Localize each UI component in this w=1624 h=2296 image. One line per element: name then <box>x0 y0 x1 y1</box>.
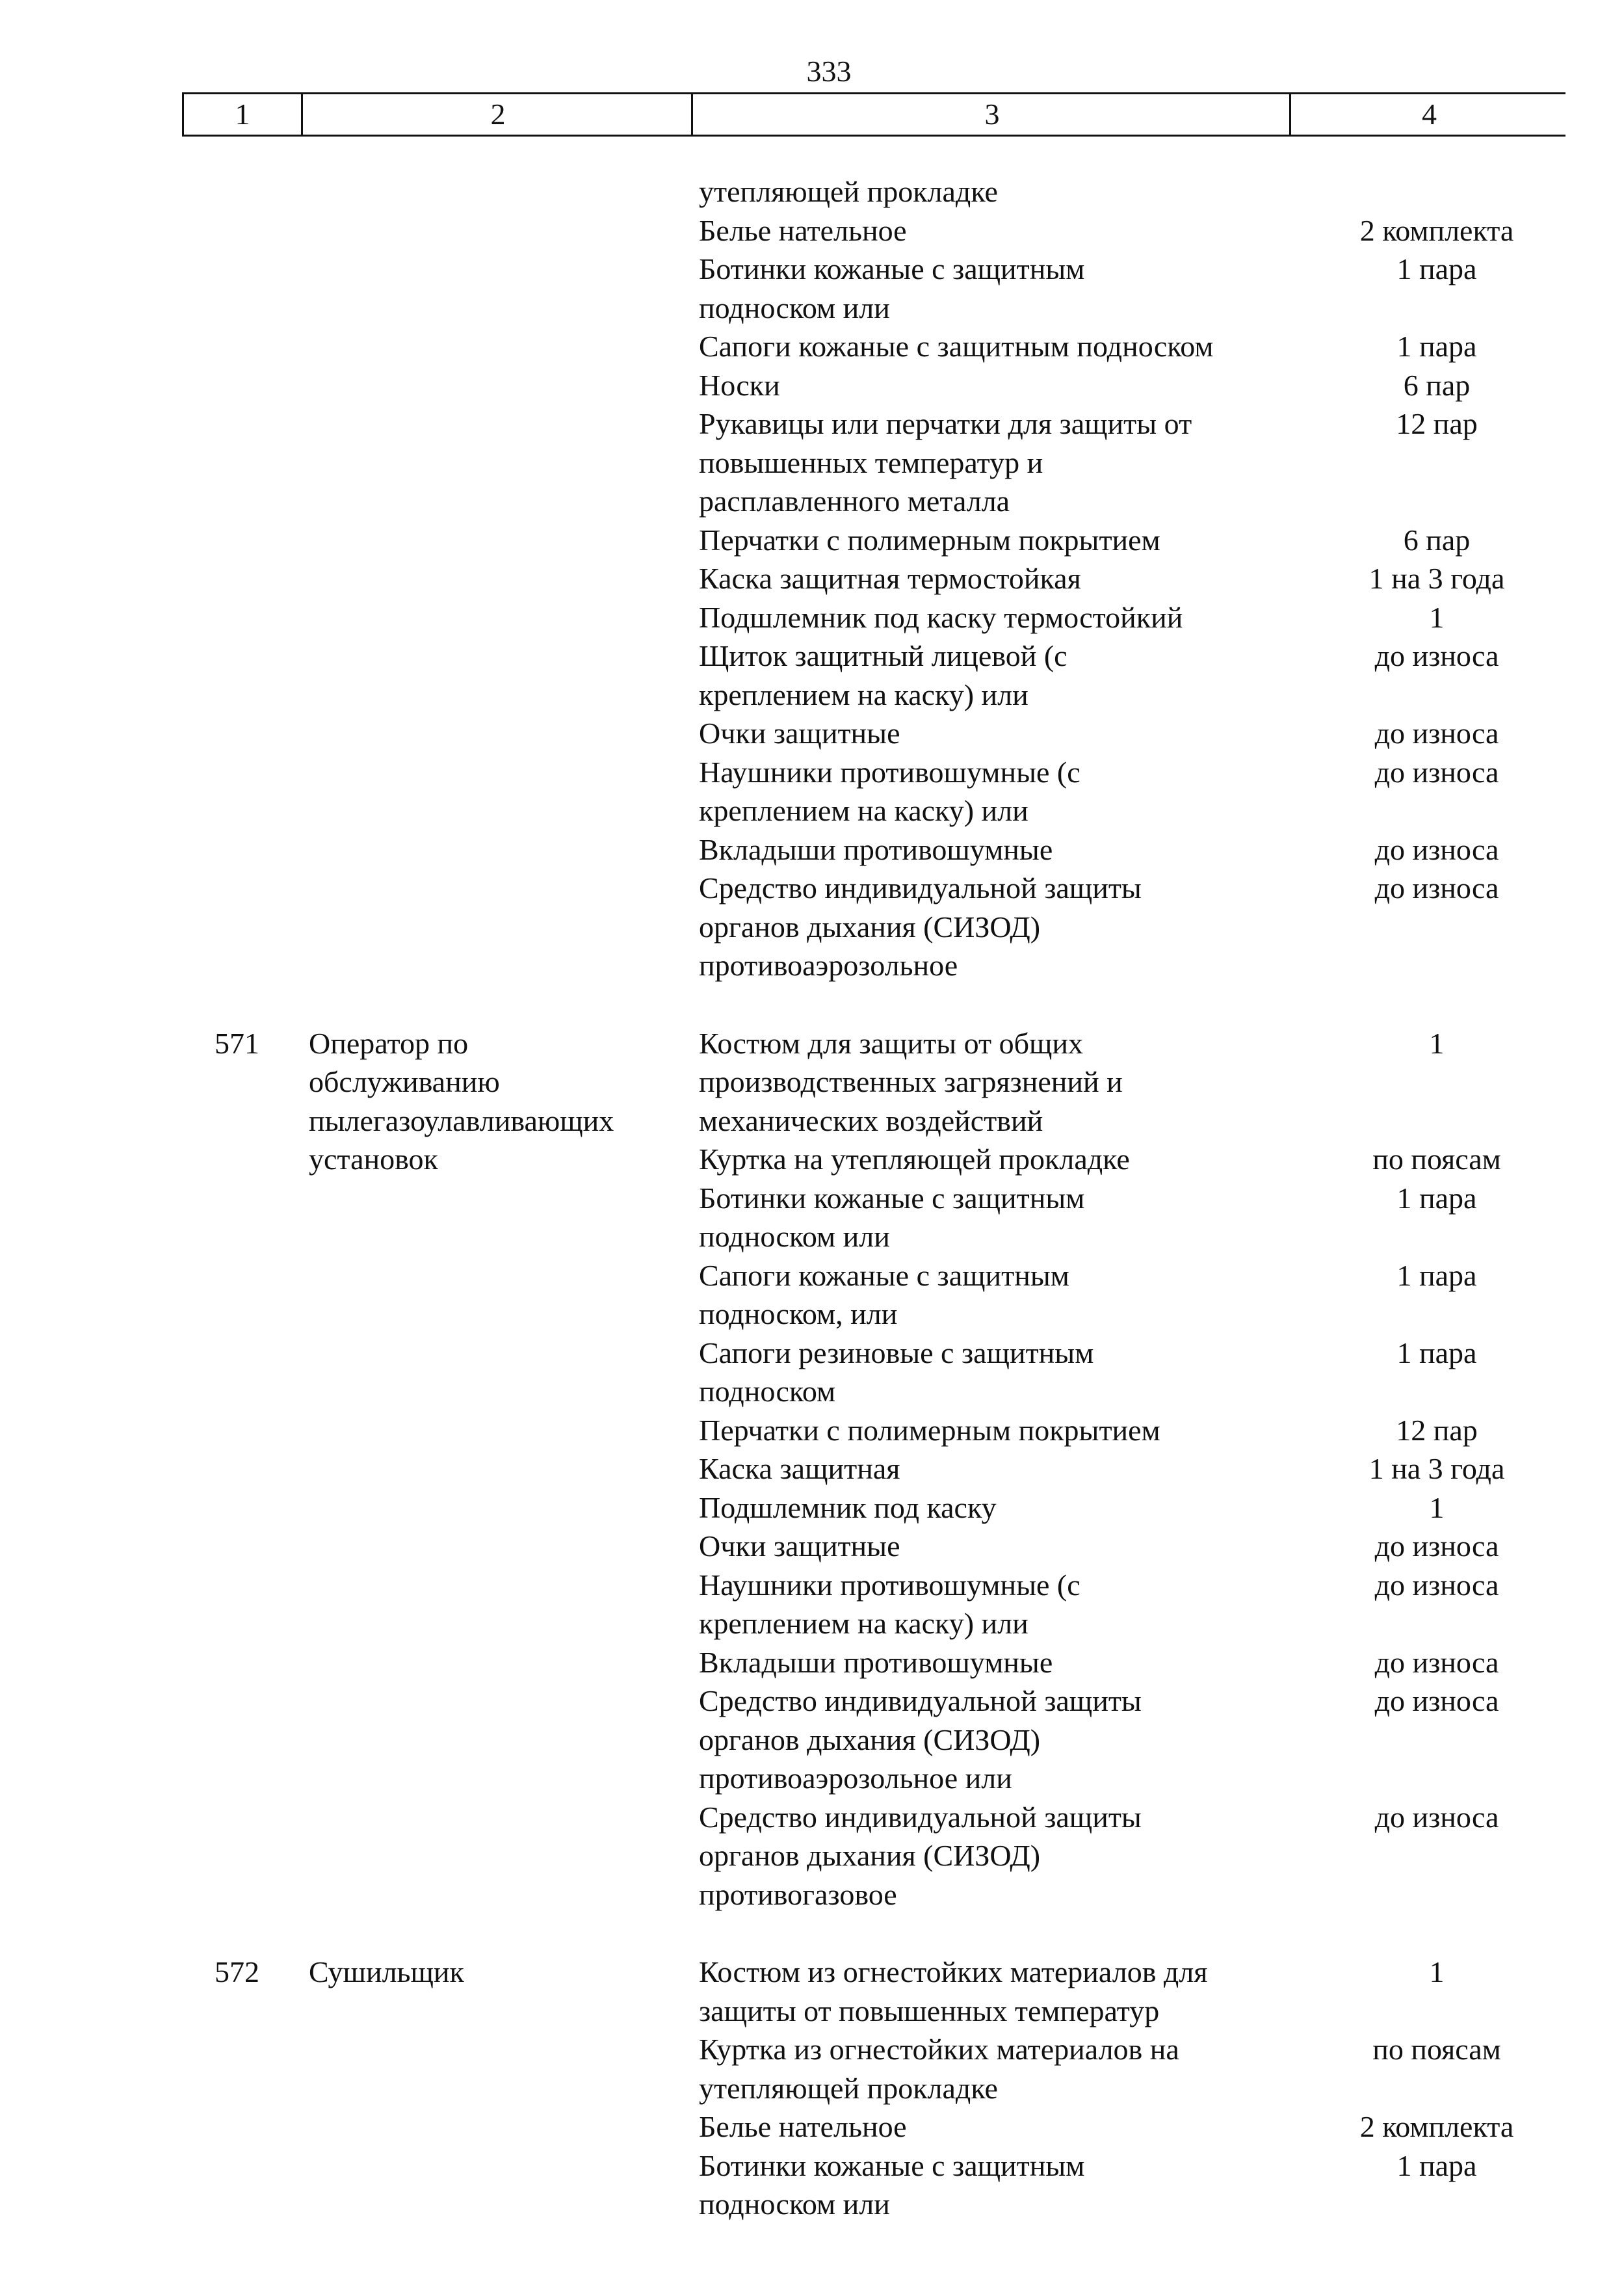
table-row <box>0 1024 1624 1914</box>
profession-line: Сушильщик <box>309 1955 464 1988</box>
item-norm: 1 пара <box>1396 330 1477 363</box>
item-line: Очки защитные <box>699 717 900 750</box>
item-name <box>699 1798 1329 1914</box>
item-line: производственных загрязнений и <box>699 1065 1123 1098</box>
list-item <box>699 172 1544 211</box>
item-name <box>699 1527 1329 1566</box>
item-norm: до износа <box>1374 832 1499 866</box>
item-norm: до износа <box>1374 755 1499 789</box>
list-item <box>699 869 1544 985</box>
item-line: Куртка из огнестойких материалов на <box>699 2033 1179 2066</box>
item-line: органов дыхания (СИЗОД) <box>699 1722 1041 1756</box>
item-line: Рукавицы или перчатки для защиты от <box>699 407 1192 440</box>
list-item <box>699 2146 1544 2224</box>
item-line: Перчатки с полимерным покрытием <box>699 523 1160 557</box>
table-section <box>0 1953 1624 2224</box>
item-name <box>699 521 1329 560</box>
list-item <box>699 521 1544 560</box>
item-line: Вкладыши противошумные <box>699 1645 1053 1679</box>
item-name <box>699 2146 1329 2224</box>
list-item <box>699 830 1544 869</box>
item-line: Перчатки с полимерным покрытием <box>699 1413 1160 1447</box>
item-line: Белье нательное <box>699 213 907 247</box>
item-line: Белье нательное <box>699 2110 907 2143</box>
item-name <box>699 830 1329 869</box>
item-norm: 1 <box>1429 600 1445 634</box>
item-norm: 2 комплекта <box>1359 2110 1514 2143</box>
item-line: Сапоги кожаные с защитным подноском <box>699 330 1214 363</box>
item-line: Сапоги кожаные с защитным <box>699 1258 1069 1292</box>
item-line: Ботинки кожаные с защитным <box>699 252 1085 285</box>
item-name <box>699 327 1329 366</box>
list-item <box>699 1024 1544 1141</box>
item-name <box>699 869 1329 985</box>
profession-name <box>309 1953 699 1992</box>
item-name <box>699 1024 1329 1141</box>
table-row <box>0 1953 1624 2224</box>
header-col-1: 1 <box>235 98 250 131</box>
item-name <box>699 1488 1329 1527</box>
item-name <box>699 250 1329 327</box>
item-name <box>699 1179 1329 1256</box>
item-norm: 2 комплекта <box>1359 213 1514 247</box>
table-section <box>0 172 1624 985</box>
item-norm: до износа <box>1374 1645 1499 1679</box>
item-norm: до износа <box>1374 639 1499 672</box>
item-line: Ботинки кожаные с защитным <box>699 1181 1085 1215</box>
item-line: подноском или <box>699 1220 890 1253</box>
item-norm: 1 пара <box>1396 252 1477 285</box>
item-name <box>699 1682 1329 1798</box>
list-item <box>699 1334 1544 1411</box>
item-line: Наушники противошумные (с <box>699 1568 1080 1602</box>
page-number: 333 <box>806 55 852 88</box>
list-item <box>699 1179 1544 1256</box>
list-item <box>699 753 1544 830</box>
item-name <box>699 2030 1329 2107</box>
item-norm: 6 пар <box>1403 368 1471 402</box>
item-line: Средство индивидуальной защиты <box>699 1684 1142 1717</box>
list-item <box>699 1449 1544 1488</box>
item-line: креплением на каску) или <box>699 678 1028 711</box>
item-name <box>699 404 1329 521</box>
item-line: защиты от повышенных температур <box>699 1994 1160 2027</box>
list-item <box>699 1527 1544 1566</box>
items-column <box>699 1953 1544 2224</box>
row-number: 572 <box>215 1955 259 1988</box>
item-line: подноском <box>699 1375 836 1408</box>
item-name <box>699 1411 1329 1450</box>
list-item <box>699 327 1544 366</box>
profession-line: установок <box>309 1142 438 1176</box>
list-item <box>699 1411 1544 1450</box>
item-norm: по поясам <box>1372 1142 1501 1176</box>
items-column <box>699 1024 1544 1914</box>
item-norm: 12 пар <box>1396 407 1478 440</box>
item-norm: до износа <box>1374 717 1499 750</box>
table-header <box>182 92 1565 137</box>
item-line: механических воздействий <box>699 1103 1043 1137</box>
item-line: подноском, или <box>699 1297 898 1330</box>
item-line: Наушники противошумные (с <box>699 755 1080 789</box>
item-norm: 1 пара <box>1396 1258 1477 1292</box>
row-number: 571 <box>215 1026 259 1060</box>
item-line: Щиток защитный лицевой (с <box>699 639 1067 672</box>
item-name <box>699 637 1329 714</box>
item-line: повышенных температур и <box>699 445 1043 479</box>
item-norm: до износа <box>1374 1529 1499 1563</box>
list-item <box>699 598 1544 637</box>
list-item <box>699 1256 1544 1334</box>
list-item <box>699 1798 1544 1914</box>
item-name <box>699 1953 1329 2030</box>
item-line: подноском или <box>699 291 890 324</box>
item-norm: 1 на 3 года <box>1369 562 1505 595</box>
header-col-3: 3 <box>691 94 1291 135</box>
item-norm: до износа <box>1374 1800 1499 1834</box>
section-gap <box>0 985 1624 1024</box>
list-item <box>699 714 1544 753</box>
list-item <box>699 404 1544 521</box>
profession-line: Оператор по <box>309 1026 469 1060</box>
item-line: органов дыхания (СИЗОД) <box>699 1839 1041 1872</box>
list-item <box>699 559 1544 598</box>
item-norm: 1 пара <box>1396 1181 1477 1215</box>
item-line: Подшлемник под каску термостойкий <box>699 600 1183 634</box>
item-line: креплением на каску) или <box>699 794 1028 827</box>
list-item <box>699 1566 1544 1643</box>
item-line: расплавленного металла <box>699 484 1010 518</box>
list-item <box>699 2107 1544 2146</box>
profession-name <box>309 1024 699 1179</box>
item-name <box>699 1334 1329 1411</box>
item-norm: 1 пара <box>1396 2148 1477 2182</box>
table-section <box>0 1024 1624 1914</box>
item-norm: до износа <box>1374 1568 1499 1602</box>
item-line: Сапоги резиновые с защитным <box>699 1336 1094 1369</box>
item-line: противоаэрозольное или <box>699 1762 1012 1795</box>
item-norm: до износа <box>1374 871 1499 904</box>
item-name <box>699 2107 1329 2146</box>
list-item <box>699 211 1544 250</box>
item-line: Ботинки кожаные с защитным <box>699 2148 1085 2182</box>
item-norm: 1 <box>1429 1026 1445 1060</box>
item-norm: 1 <box>1429 1955 1445 1988</box>
item-name <box>699 559 1329 598</box>
item-line: Средство индивидуальной защиты <box>699 1800 1142 1834</box>
item-name <box>699 1449 1329 1488</box>
list-item <box>699 1488 1544 1527</box>
items-column <box>699 172 1544 985</box>
item-norm: 12 пар <box>1396 1413 1478 1447</box>
item-line: креплением на каску) или <box>699 1607 1028 1640</box>
item-norm: 1 на 3 года <box>1369 1452 1505 1485</box>
table-row <box>0 172 1624 985</box>
item-line: Подшлемник под каску <box>699 1490 997 1524</box>
item-line: Средство индивидуальной защиты <box>699 871 1142 904</box>
item-name <box>699 753 1329 830</box>
item-line: органов дыхания (СИЗОД) <box>699 910 1041 943</box>
item-name <box>699 211 1329 250</box>
item-norm: 1 <box>1429 1490 1445 1524</box>
list-item <box>699 1953 1544 2030</box>
item-name <box>699 1566 1329 1643</box>
item-line: Каска защитная термостойкая <box>699 562 1081 595</box>
item-line: Куртка на утепляющей прокладке <box>699 1142 1130 1176</box>
item-name <box>699 598 1329 637</box>
item-name <box>699 366 1329 405</box>
item-name <box>699 1643 1329 1682</box>
item-name <box>699 1256 1329 1334</box>
item-name <box>699 1140 1329 1179</box>
item-line: Костюм для защиты от общих <box>699 1026 1084 1060</box>
item-line: подноском или <box>699 2187 890 2221</box>
item-line: Костюм из огнестойких материалов для <box>699 1955 1208 1988</box>
list-item <box>699 1682 1544 1798</box>
list-item <box>699 1643 1544 1682</box>
item-line: Очки защитные <box>699 1529 900 1563</box>
header-col-2: 2 <box>301 94 693 135</box>
item-name <box>699 714 1329 753</box>
item-norm: 1 пара <box>1396 1336 1477 1369</box>
table-body <box>0 172 1624 2224</box>
item-line: противоаэрозольное <box>699 949 958 982</box>
profession-line: пылегазоулавливающих <box>309 1103 614 1137</box>
list-item <box>699 2030 1544 2107</box>
item-line: Вкладыши противошумные <box>699 832 1053 866</box>
item-line: Носки <box>699 368 780 402</box>
item-name <box>699 172 1329 211</box>
item-line: утепляющей прокладке <box>699 175 998 208</box>
item-line: Каска защитная <box>699 1452 900 1485</box>
list-item <box>699 637 1544 714</box>
list-item <box>699 366 1544 405</box>
item-norm: до износа <box>1374 1684 1499 1717</box>
item-norm: 6 пар <box>1403 523 1471 557</box>
item-norm: по поясам <box>1372 2033 1501 2066</box>
item-line: утепляющей прокладке <box>699 2071 998 2105</box>
list-item <box>699 250 1544 327</box>
header-col-4: 4 <box>1289 94 1567 135</box>
section-gap <box>0 1914 1624 1953</box>
list-item <box>699 1140 1544 1179</box>
item-line: противогазовое <box>699 1877 897 1911</box>
profession-line: обслуживанию <box>309 1065 500 1098</box>
